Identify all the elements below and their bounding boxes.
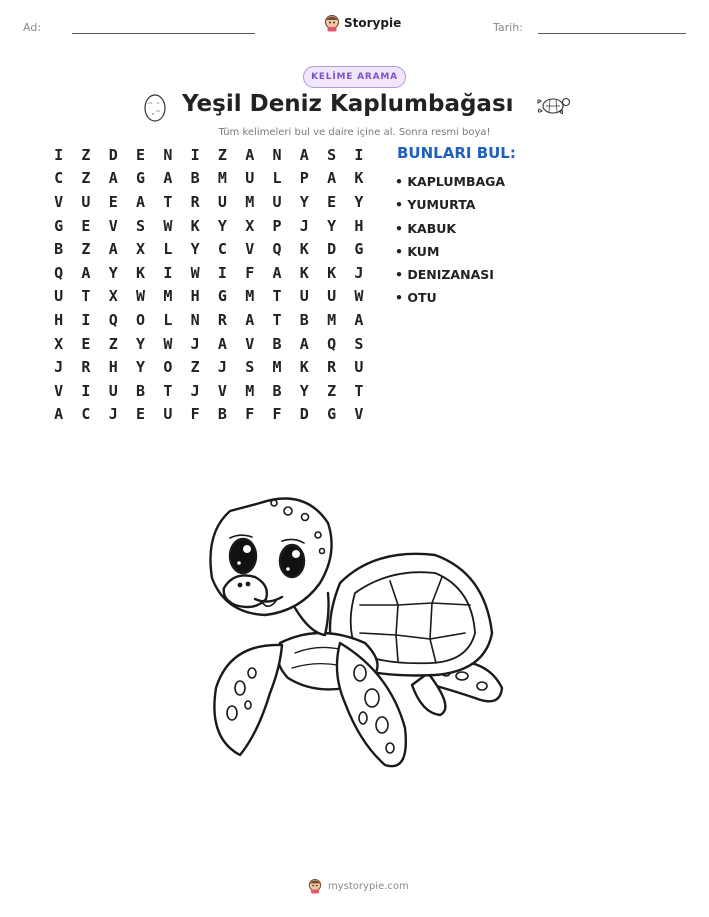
word-list-item: • KABUK — [395, 220, 457, 236]
grid-letter[interactable]: I — [190, 145, 200, 164]
grid-letter[interactable]: A — [108, 169, 118, 188]
grid-letter[interactable]: L — [163, 240, 173, 259]
grid-letter[interactable]: M — [272, 358, 282, 377]
grid-letter[interactable]: U — [163, 405, 173, 424]
grid-letter[interactable]: B — [272, 334, 282, 353]
grid-letter[interactable]: I — [81, 310, 91, 329]
grid-letter[interactable]: K — [354, 169, 364, 188]
grid-letter[interactable]: V — [54, 192, 64, 211]
grid-letter[interactable]: X — [54, 334, 64, 353]
sea-turtle-illustration[interactable] — [200, 493, 510, 778]
grid-letter[interactable]: K — [299, 358, 309, 377]
grid-letter[interactable]: G — [327, 405, 337, 424]
grid-letter[interactable]: K — [327, 263, 337, 282]
grid-letter[interactable]: G — [217, 287, 227, 306]
grid-letter[interactable]: A — [299, 334, 309, 353]
grid-letter[interactable]: N — [272, 145, 282, 164]
grid-letter[interactable]: X — [136, 240, 146, 259]
grid-letter[interactable]: B — [299, 310, 309, 329]
grid-letter[interactable]: I — [354, 145, 364, 164]
grid-letter[interactable]: F — [245, 263, 255, 282]
storypie-footer-logo-icon — [308, 878, 322, 894]
grid-letter[interactable]: V — [217, 381, 227, 400]
grid-letter[interactable]: U — [272, 192, 282, 211]
grid-letter[interactable]: Z — [81, 145, 91, 164]
grid-letter[interactable]: A — [272, 263, 282, 282]
grid-letter[interactable]: Y — [217, 216, 227, 235]
grid-letter[interactable]: P — [299, 169, 309, 188]
grid-letter[interactable]: X — [108, 287, 118, 306]
grid-letter[interactable]: B — [136, 381, 146, 400]
grid-letter[interactable]: H — [54, 310, 64, 329]
brand-logo — [324, 13, 401, 33]
grid-letter[interactable]: Y — [299, 381, 309, 400]
grid-letter[interactable]: A — [108, 240, 118, 259]
grid-letter[interactable]: D — [299, 405, 309, 424]
grid-letter[interactable]: V — [108, 216, 118, 235]
grid-letter[interactable]: H — [108, 358, 118, 377]
activity-tag: KELİME ARAMA — [303, 66, 406, 88]
grid-letter[interactable]: T — [163, 192, 173, 211]
grid-letter[interactable]: T — [272, 287, 282, 306]
grid-letter[interactable]: E — [327, 192, 337, 211]
grid-letter[interactable]: G — [136, 169, 146, 188]
grid-letter[interactable]: T — [272, 310, 282, 329]
word-search-grid[interactable] — [45, 143, 373, 426]
grid-letter[interactable]: Q — [108, 310, 118, 329]
grid-letter[interactable]: Q — [327, 334, 337, 353]
grid-letter[interactable]: G — [54, 216, 64, 235]
grid-letter[interactable]: K — [299, 240, 309, 259]
grid-letter[interactable]: W — [136, 287, 146, 306]
grid-letter[interactable]: A — [327, 169, 337, 188]
grid-letter[interactable]: J — [354, 263, 364, 282]
grid-letter[interactable]: J — [190, 334, 200, 353]
grid-letter[interactable]: M — [163, 287, 173, 306]
grid-letter[interactable]: E — [108, 192, 118, 211]
grid-letter[interactable]: U — [245, 169, 255, 188]
grid-letter[interactable]: Y — [299, 192, 309, 211]
name-label: Ad: — [23, 21, 42, 34]
grid-letter[interactable]: V — [54, 381, 64, 400]
grid-letter[interactable]: T — [354, 381, 364, 400]
grid-letter[interactable]: E — [81, 216, 91, 235]
grid-letter[interactable]: E — [136, 145, 146, 164]
egg-icon — [143, 92, 167, 122]
grid-letter[interactable]: A — [136, 192, 146, 211]
grid-letter[interactable]: R — [81, 358, 91, 377]
grid-letter[interactable]: U — [327, 287, 337, 306]
grid-letter[interactable]: U — [108, 381, 118, 400]
grid-letter[interactable]: S — [136, 216, 146, 235]
grid-letter[interactable]: S — [354, 334, 364, 353]
grid-letter[interactable]: W — [190, 263, 200, 282]
grid-letter[interactable]: A — [245, 310, 255, 329]
grid-letter[interactable]: J — [190, 381, 200, 400]
grid-letter[interactable]: A — [354, 310, 364, 329]
grid-letter[interactable]: J — [54, 358, 64, 377]
grid-letter[interactable]: V — [354, 405, 364, 424]
grid-letter[interactable]: I — [54, 145, 64, 164]
grid-letter[interactable]: A — [299, 145, 309, 164]
grid-letter[interactable]: Y — [327, 216, 337, 235]
grid-letter[interactable]: B — [217, 405, 227, 424]
grid-letter[interactable]: M — [245, 192, 255, 211]
word-list-item: • OTU — [395, 290, 437, 306]
grid-letter[interactable]: A — [163, 169, 173, 188]
grid-letter[interactable]: S — [327, 145, 337, 164]
word-list-item: • KAPLUMBAGA — [395, 174, 506, 189]
grid-letter[interactable]: T — [81, 287, 91, 306]
grid-letter[interactable]: A — [245, 145, 255, 164]
grid-letter[interactable]: M — [245, 381, 255, 400]
grid-letter[interactable]: U — [81, 192, 91, 211]
grid-letter[interactable]: W — [163, 334, 173, 353]
grid-letter[interactable]: M — [217, 169, 227, 188]
grid-letter[interactable]: S — [245, 358, 255, 377]
grid-letter[interactable]: C — [217, 240, 227, 259]
grid-letter[interactable]: Y — [354, 192, 364, 211]
grid-letter[interactable]: Z — [217, 145, 227, 164]
grid-letter[interactable]: Q — [272, 240, 282, 259]
grid-letter[interactable]: H — [354, 216, 364, 235]
grid-letter[interactable]: T — [163, 381, 173, 400]
grid-letter[interactable]: W — [163, 216, 173, 235]
grid-letter[interactable]: I — [217, 263, 227, 282]
grid-letter[interactable]: E — [136, 405, 146, 424]
grid-letter[interactable]: A — [217, 334, 227, 353]
grid-letter[interactable]: D — [327, 240, 337, 259]
grid-letter[interactable]: K — [299, 263, 309, 282]
grid-letter[interactable]: Y — [136, 334, 146, 353]
grid-letter[interactable]: N — [163, 145, 173, 164]
grid-letter[interactable]: R — [217, 310, 227, 329]
grid-letter[interactable]: U — [217, 192, 227, 211]
name-line[interactable] — [72, 33, 255, 34]
instructions: Tüm kelimeleri bul ve daire içine al. Sonra resmi boya! — [218, 127, 491, 138]
grid-letter[interactable]: V — [245, 334, 255, 353]
grid-letter[interactable]: K — [136, 263, 146, 282]
grid-letter[interactable]: U — [354, 358, 364, 377]
grid-letter[interactable]: C — [81, 405, 91, 424]
grid-letter[interactable]: X — [245, 216, 255, 235]
date-line[interactable] — [538, 33, 686, 34]
word-list-item: • DENIZANASI — [395, 267, 494, 283]
word-list-title: BUNLARI BUL: — [397, 144, 516, 162]
grid-letter[interactable]: Z — [190, 358, 200, 377]
grid-letter[interactable]: Z — [327, 381, 337, 400]
grid-letter[interactable]: L — [163, 310, 173, 329]
grid-letter[interactable]: B — [54, 240, 64, 259]
grid-letter[interactable]: F — [245, 405, 255, 424]
grid-letter[interactable]: G — [354, 240, 364, 259]
grid-letter[interactable]: V — [245, 240, 255, 259]
grid-letter[interactable]: R — [327, 358, 337, 377]
grid-letter[interactable]: Y — [136, 358, 146, 377]
grid-letter[interactable]: U — [54, 287, 64, 306]
grid-letter[interactable]: Q — [54, 263, 64, 282]
grid-letter[interactable]: Z — [81, 240, 91, 259]
grid-letter[interactable]: A — [81, 263, 91, 282]
grid-letter[interactable]: F — [190, 405, 200, 424]
grid-letter[interactable]: J — [217, 358, 227, 377]
date-label: Tarih: — [493, 21, 523, 34]
grid-letter[interactable]: O — [136, 310, 146, 329]
grid-letter[interactable]: Z — [108, 334, 118, 353]
grid-letter[interactable]: Y — [190, 240, 200, 259]
grid-letter[interactable]: B — [190, 169, 200, 188]
grid-letter[interactable]: M — [327, 310, 337, 329]
small-turtle-icon — [535, 94, 571, 118]
grid-letter[interactable]: P — [272, 216, 282, 235]
storypie-logo-icon — [324, 14, 340, 32]
word-list-item: • YUMURTA — [395, 197, 476, 213]
grid-letter[interactable]: N — [190, 310, 200, 329]
grid-letter[interactable]: R — [190, 192, 200, 211]
grid-letter[interactable]: Z — [81, 169, 91, 188]
grid-letter[interactable]: O — [163, 358, 173, 377]
grid-letter[interactable]: C — [54, 169, 64, 188]
grid-letter[interactable]: J — [299, 216, 309, 235]
grid-letter[interactable]: K — [190, 216, 200, 235]
footer — [308, 878, 409, 894]
word-list-item: • KUM — [395, 243, 440, 259]
grid-letter[interactable]: A — [54, 405, 64, 424]
brand-name: Storypie — [344, 16, 402, 30]
grid-letter[interactable]: M — [245, 287, 255, 306]
grid-letter[interactable]: F — [272, 405, 282, 424]
grid-letter[interactable]: J — [108, 405, 118, 424]
grid-letter[interactable]: U — [299, 287, 309, 306]
grid-letter[interactable]: D — [108, 145, 118, 164]
grid-letter[interactable]: B — [272, 381, 282, 400]
grid-letter[interactable]: E — [81, 334, 91, 353]
grid-letter[interactable]: I — [81, 381, 91, 400]
grid-letter[interactable]: W — [354, 287, 364, 306]
page-title: Yeşil Deniz Kaplumbağası — [182, 91, 514, 117]
word-list — [395, 170, 505, 310]
grid-letter[interactable]: H — [190, 287, 200, 306]
grid-letter[interactable]: Y — [108, 263, 118, 282]
grid-letter[interactable]: L — [272, 169, 282, 188]
footer-url[interactable]: mystorypie.com — [328, 880, 409, 892]
grid-letter[interactable]: I — [163, 263, 173, 282]
